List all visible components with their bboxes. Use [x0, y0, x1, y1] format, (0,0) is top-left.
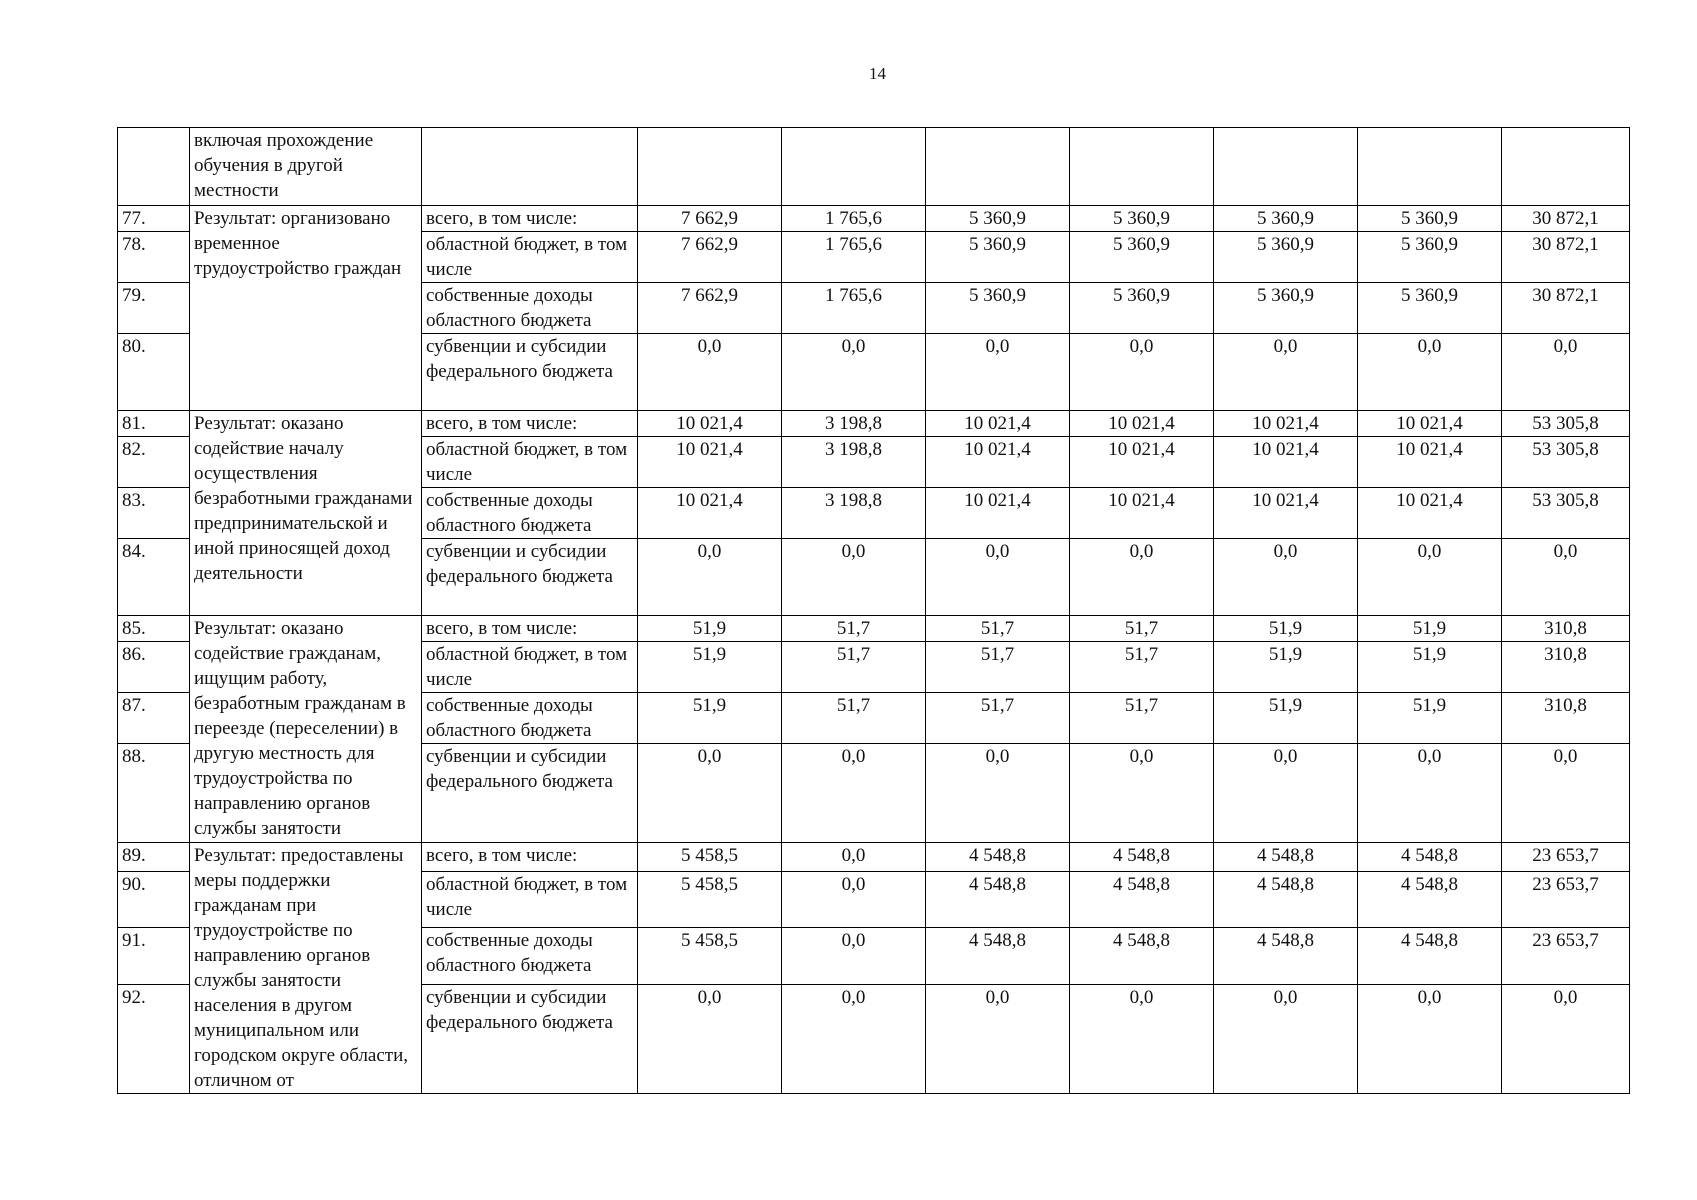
value-cell: 10 021,4: [1214, 411, 1358, 437]
value-cell: 4 548,8: [926, 928, 1070, 984]
value-cell: 5 360,9: [1358, 283, 1502, 334]
result-description: Результат: оказано содействие началу осуществления безработными гражданами предпринимательской и иной приносящей доход деятельности: [190, 411, 422, 616]
value-cell: 10 021,4: [926, 488, 1070, 539]
value-cell: 51,7: [1070, 693, 1214, 744]
value-cell: 51,9: [638, 693, 782, 744]
value-cell: 1 765,6: [782, 206, 926, 232]
row-number: 85.: [118, 616, 190, 642]
value-cell: 0,0: [1214, 744, 1358, 843]
value-cell: 4 548,8: [1358, 928, 1502, 984]
value-cell: [1070, 128, 1214, 206]
value-cell: 51,9: [1358, 693, 1502, 744]
value-cell: 5 360,9: [926, 206, 1070, 232]
value-cell: 0,0: [782, 928, 926, 984]
value-cell: 3 198,8: [782, 488, 926, 539]
value-cell: 10 021,4: [638, 411, 782, 437]
funding-source: областной бюджет, в том числе: [422, 232, 638, 283]
value-cell: 3 198,8: [782, 437, 926, 488]
row-number: 78.: [118, 232, 190, 283]
value-cell: 4 548,8: [926, 871, 1070, 927]
value-cell: 0,0: [926, 539, 1070, 616]
value-cell: 10 021,4: [926, 411, 1070, 437]
value-cell: 0,0: [926, 334, 1070, 411]
value-cell: 10 021,4: [1214, 488, 1358, 539]
value-cell: 51,7: [782, 642, 926, 693]
value-cell: 10 021,4: [638, 488, 782, 539]
value-cell: 51,9: [1358, 616, 1502, 642]
value-cell: 30 872,1: [1502, 283, 1630, 334]
value-cell: 5 360,9: [1358, 206, 1502, 232]
value-cell: 51,7: [1070, 642, 1214, 693]
value-cell: 0,0: [1358, 539, 1502, 616]
value-cell: 0,0: [782, 871, 926, 927]
funding-source: областной бюджет, в том числе: [422, 871, 638, 927]
table-body: [118, 128, 1630, 1094]
value-cell: 0,0: [1358, 334, 1502, 411]
value-cell: 4 548,8: [926, 843, 1070, 872]
value-cell: 23 653,7: [1502, 928, 1630, 984]
value-cell: 51,9: [1214, 616, 1358, 642]
value-cell: 4 548,8: [1070, 871, 1214, 927]
value-cell: 51,9: [1358, 642, 1502, 693]
value-cell: 10 021,4: [638, 437, 782, 488]
value-cell: 30 872,1: [1502, 206, 1630, 232]
value-cell: 51,7: [782, 693, 926, 744]
value-cell: 4 548,8: [1358, 871, 1502, 927]
value-cell: 4 548,8: [1070, 928, 1214, 984]
budget-table: [117, 127, 1630, 1094]
value-cell: 30 872,1: [1502, 232, 1630, 283]
row-number: 84.: [118, 539, 190, 616]
value-cell: 1 765,6: [782, 283, 926, 334]
value-cell: 0,0: [1358, 744, 1502, 843]
value-cell: 51,9: [638, 642, 782, 693]
value-cell: 0,0: [926, 984, 1070, 1093]
value-cell: 10 021,4: [1070, 411, 1214, 437]
value-cell: 0,0: [638, 334, 782, 411]
value-cell: 53 305,8: [1502, 411, 1630, 437]
value-cell: 51,7: [926, 693, 1070, 744]
funding-source: всего, в том числе:: [422, 411, 638, 437]
value-cell: 0,0: [1070, 334, 1214, 411]
value-cell: 51,9: [1214, 642, 1358, 693]
value-cell: 10 021,4: [1358, 488, 1502, 539]
value-cell: 1 765,6: [782, 232, 926, 283]
funding-source: собственные доходы областного бюджета: [422, 488, 638, 539]
value-cell: 5 360,9: [1214, 283, 1358, 334]
value-cell: 0,0: [782, 843, 926, 872]
value-cell: [926, 128, 1070, 206]
row-number: 83.: [118, 488, 190, 539]
value-cell: 5 360,9: [1214, 232, 1358, 283]
value-cell: 10 021,4: [1214, 437, 1358, 488]
funding-source: областной бюджет, в том числе: [422, 642, 638, 693]
row-number: 80.: [118, 334, 190, 411]
value-cell: 51,9: [1214, 693, 1358, 744]
funding-source: субвенции и субсидии федерального бюджета: [422, 334, 638, 411]
value-cell: 0,0: [638, 744, 782, 843]
value-cell: 5 458,5: [638, 928, 782, 984]
value-cell: 4 548,8: [1214, 871, 1358, 927]
value-cell: 310,8: [1502, 616, 1630, 642]
value-cell: 5 360,9: [1070, 283, 1214, 334]
table-row: [118, 206, 1630, 232]
row-number: 89.: [118, 843, 190, 872]
value-cell: 53 305,8: [1502, 488, 1630, 539]
funding-source: всего, в том числе:: [422, 616, 638, 642]
value-cell: 5 458,5: [638, 843, 782, 872]
result-description: включая прохождение обучения в другой местности: [190, 128, 422, 206]
value-cell: 3 198,8: [782, 411, 926, 437]
value-cell: [1214, 128, 1358, 206]
funding-source: всего, в том числе:: [422, 206, 638, 232]
value-cell: 51,7: [1070, 616, 1214, 642]
row-number: 79.: [118, 283, 190, 334]
row-number: 77.: [118, 206, 190, 232]
value-cell: 51,9: [638, 616, 782, 642]
value-cell: 51,7: [782, 616, 926, 642]
funding-source: собственные доходы областного бюджета: [422, 928, 638, 984]
value-cell: 23 653,7: [1502, 843, 1630, 872]
value-cell: 0,0: [1070, 539, 1214, 616]
value-cell: 5 458,5: [638, 871, 782, 927]
row-number: 90.: [118, 871, 190, 927]
page-number: 14: [869, 64, 886, 83]
value-cell: 5 360,9: [926, 283, 1070, 334]
row-number: 92.: [118, 984, 190, 1093]
value-cell: [1502, 128, 1630, 206]
value-cell: 5 360,9: [1070, 232, 1214, 283]
value-cell: 5 360,9: [1070, 206, 1214, 232]
value-cell: 310,8: [1502, 693, 1630, 744]
value-cell: [782, 128, 926, 206]
value-cell: 0,0: [926, 744, 1070, 843]
funding-source: [422, 128, 638, 206]
value-cell: 0,0: [1502, 744, 1630, 843]
continuation-row: [118, 128, 1630, 206]
value-cell: 10 021,4: [926, 437, 1070, 488]
value-cell: 7 662,9: [638, 232, 782, 283]
table-row: [118, 616, 1630, 642]
value-cell: 310,8: [1502, 642, 1630, 693]
funding-source: собственные доходы областного бюджета: [422, 693, 638, 744]
funding-source: субвенции и субсидии федерального бюджета: [422, 744, 638, 843]
value-cell: 0,0: [1502, 539, 1630, 616]
value-cell: 0,0: [782, 984, 926, 1093]
value-cell: 10 021,4: [1358, 437, 1502, 488]
value-cell: 10 021,4: [1070, 488, 1214, 539]
value-cell: 53 305,8: [1502, 437, 1630, 488]
value-cell: 0,0: [1214, 539, 1358, 616]
value-cell: 0,0: [1502, 984, 1630, 1093]
row-number: [118, 128, 190, 206]
funding-source: собственные доходы областного бюджета: [422, 283, 638, 334]
value-cell: 0,0: [638, 984, 782, 1093]
value-cell: [1358, 128, 1502, 206]
row-number: 88.: [118, 744, 190, 843]
value-cell: 10 021,4: [1358, 411, 1502, 437]
funding-source: всего, в том числе:: [422, 843, 638, 872]
funding-source: субвенции и субсидии федерального бюджета: [422, 539, 638, 616]
value-cell: 0,0: [782, 334, 926, 411]
funding-source: областной бюджет, в том числе: [422, 437, 638, 488]
value-cell: 23 653,7: [1502, 871, 1630, 927]
value-cell: 4 548,8: [1070, 843, 1214, 872]
result-description: Результат: оказано содействие гражданам, ищущим работу, безработным гражданам в переезде (переселении) в другую местность для трудоустройства по направлению органов службы занятости: [190, 616, 422, 843]
row-number: 81.: [118, 411, 190, 437]
value-cell: [638, 128, 782, 206]
value-cell: 51,7: [926, 616, 1070, 642]
value-cell: 5 360,9: [1214, 206, 1358, 232]
value-cell: 4 548,8: [1358, 843, 1502, 872]
value-cell: 0,0: [782, 539, 926, 616]
funding-source: субвенции и субсидии федерального бюджета: [422, 984, 638, 1093]
value-cell: 5 360,9: [926, 232, 1070, 283]
value-cell: 0,0: [782, 744, 926, 843]
result-description: Результат: организовано временное трудоустройство граждан: [190, 206, 422, 411]
value-cell: 0,0: [1214, 984, 1358, 1093]
value-cell: 7 662,9: [638, 283, 782, 334]
row-number: 86.: [118, 642, 190, 693]
value-cell: 0,0: [1358, 984, 1502, 1093]
value-cell: 4 548,8: [1214, 928, 1358, 984]
value-cell: 0,0: [638, 539, 782, 616]
row-number: 82.: [118, 437, 190, 488]
value-cell: 0,0: [1070, 744, 1214, 843]
value-cell: 4 548,8: [1214, 843, 1358, 872]
value-cell: 0,0: [1070, 984, 1214, 1093]
result-description: Результат: предоставлены меры поддержки гражданам при трудоустройстве по направлению органов службы занятости населения в другом муниципальном или городском округе области, отличном от: [190, 843, 422, 1094]
value-cell: 0,0: [1502, 334, 1630, 411]
table-row: [118, 843, 1630, 872]
value-cell: 7 662,9: [638, 206, 782, 232]
row-number: 91.: [118, 928, 190, 984]
value-cell: 5 360,9: [1358, 232, 1502, 283]
value-cell: 51,7: [926, 642, 1070, 693]
value-cell: 0,0: [1214, 334, 1358, 411]
row-number: 87.: [118, 693, 190, 744]
table-row: [118, 411, 1630, 437]
value-cell: 10 021,4: [1070, 437, 1214, 488]
